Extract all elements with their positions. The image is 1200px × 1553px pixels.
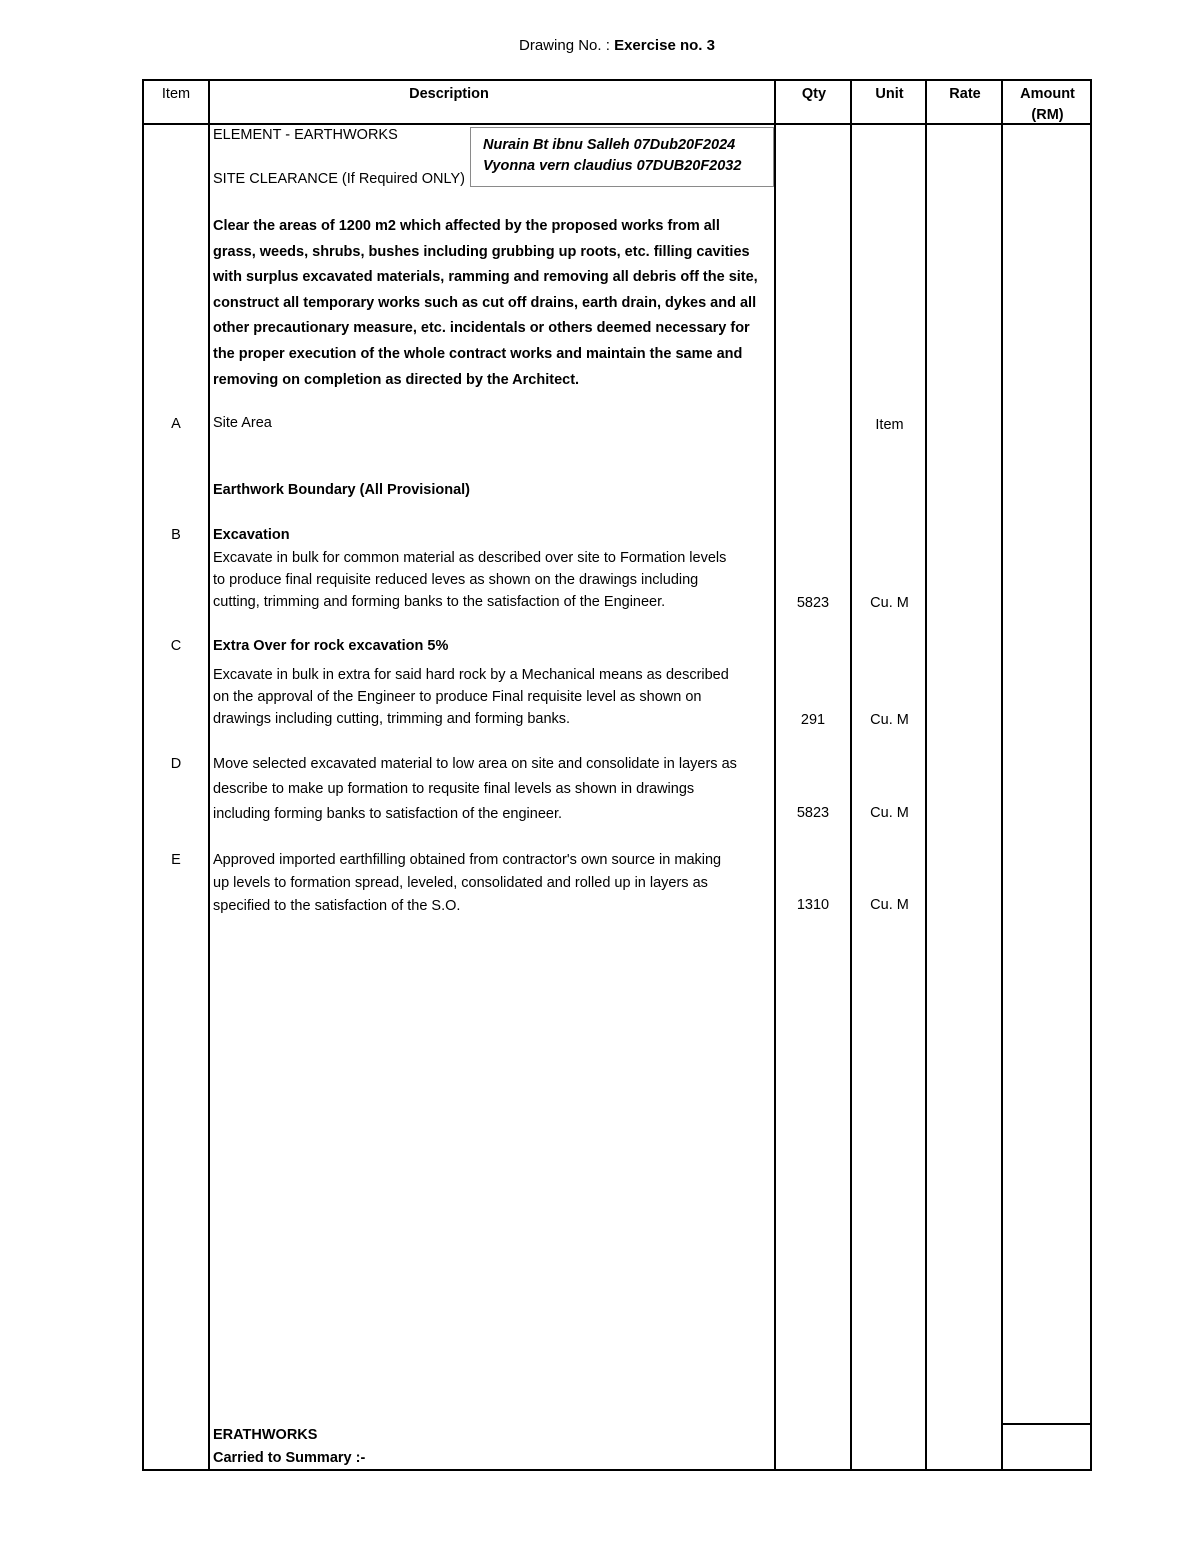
paragraph-line: the proper execution of the whole contract works and maintain the same and — [213, 345, 743, 362]
student-name-2: Vyonna vern claudius 07DUB20F2032 — [483, 158, 742, 174]
item-a-unit: Item — [875, 417, 904, 433]
paragraph-line: with surplus excavated materials, ramming and removing all debris off the site, — [213, 269, 758, 286]
item-d-description — [213, 752, 773, 827]
column-divider-description — [774, 79, 776, 1471]
paragraph-line: drawings including cutting, trimming and forming banks. — [213, 711, 571, 727]
item-b-letter: B — [171, 527, 181, 543]
element-title: ELEMENT - EARTHWORKS — [213, 127, 398, 143]
footer-carried-to-summary: Carried to Summary :- — [213, 1450, 366, 1466]
student-name-1: Nurain Bt ibnu Salleh 07Dub20F2024 — [483, 137, 736, 153]
drawing-label: Drawing No. : — [519, 37, 610, 54]
earthwork-boundary-title: Earthwork Boundary (All Provisional) — [213, 482, 471, 498]
paragraph-line: construct all temporary works such as cut off drains, earth drain, dykes and all — [213, 294, 757, 311]
paragraph-line: specified to the satisfaction of the S.O. — [213, 898, 461, 914]
item-e-description — [213, 849, 773, 918]
paragraph-line: Excavate in bulk for common material as described over site to Formation levels — [213, 550, 727, 566]
paragraph-line: cutting, trimming and forming banks to the satisfaction of the Engineer. — [213, 594, 666, 610]
header-amount-line2: (RM) — [1031, 107, 1064, 123]
amount-total-divider — [1001, 1423, 1092, 1425]
item-d-qty: 5823 — [796, 805, 830, 821]
site-clearance-title: SITE CLEARANCE (If Required ONLY) — [213, 171, 465, 187]
paragraph-line: grass, weeds, shrubs, bushes including grubbing up roots, etc. filling cavities — [213, 243, 750, 260]
item-c-unit: Cu. M — [870, 712, 909, 728]
paragraph-line: on the approval of the Engineer to produce Final requisite level as shown on — [213, 689, 702, 705]
item-a-title: Site Area — [213, 415, 272, 431]
item-e-qty: 1310 — [796, 897, 830, 913]
item-e-letter: E — [171, 852, 181, 868]
item-d-unit: Cu. M — [870, 805, 909, 821]
paragraph-line: removing on completion as directed by the Architect. — [213, 371, 580, 388]
item-c-title: Extra Over for rock excavation 5% — [213, 638, 449, 654]
header-unit: Unit — [875, 86, 904, 102]
header-item: Item — [161, 86, 191, 102]
paragraph-line: including forming banks to satisfaction of the engineer. — [213, 806, 563, 822]
item-a-letter: A — [171, 416, 181, 432]
item-b-unit: Cu. M — [870, 595, 909, 611]
student-names-box — [470, 127, 774, 187]
drawing-title — [0, 37, 1200, 54]
column-divider-unit — [925, 79, 927, 1471]
footer-element-name: ERATHWORKS — [213, 1427, 318, 1443]
paragraph-line: other precautionary measure, etc. incidentals or others deemed necessary for — [213, 320, 750, 337]
drawing-value: Exercise no. 3 — [614, 37, 715, 54]
item-c-qty: 291 — [800, 712, 826, 728]
item-c-letter: C — [170, 638, 182, 654]
header-description: Description — [409, 86, 489, 102]
item-c-description — [213, 664, 773, 730]
site-clearance-paragraph — [213, 214, 773, 393]
item-d-letter: D — [170, 756, 182, 772]
header-amount — [1003, 84, 1092, 126]
item-b-qty: 5823 — [796, 595, 830, 611]
column-divider-item — [208, 79, 210, 1471]
paragraph-line: Move selected excavated material to low area on site and consolidate in layers as — [213, 756, 737, 772]
paragraph-line: describe to make up formation to requsite final levels as shown in drawings — [213, 781, 695, 797]
item-b-description — [213, 547, 773, 613]
column-divider-qty — [850, 79, 852, 1471]
header-qty: Qty — [801, 86, 827, 102]
paragraph-line: up levels to formation spread, leveled, consolidated and rolled up in layers as — [213, 875, 708, 891]
column-divider-rate — [1001, 79, 1003, 1471]
paragraph-line: Approved imported earthfilling obtained from contractor's own source in making — [213, 852, 722, 868]
item-b-title: Excavation — [213, 527, 290, 543]
header-amount-line1: Amount — [1020, 86, 1075, 102]
paragraph-line: Clear the areas of 1200 m2 which affected by the proposed works from all — [213, 218, 720, 234]
paragraph-line: to produce final requisite reduced leves as shown on the drawings including — [213, 572, 699, 588]
item-e-unit: Cu. M — [870, 897, 909, 913]
header-rate: Rate — [949, 86, 981, 102]
paragraph-line: Excavate in bulk in extra for said hard rock by a Mechanical means as described — [213, 667, 729, 683]
